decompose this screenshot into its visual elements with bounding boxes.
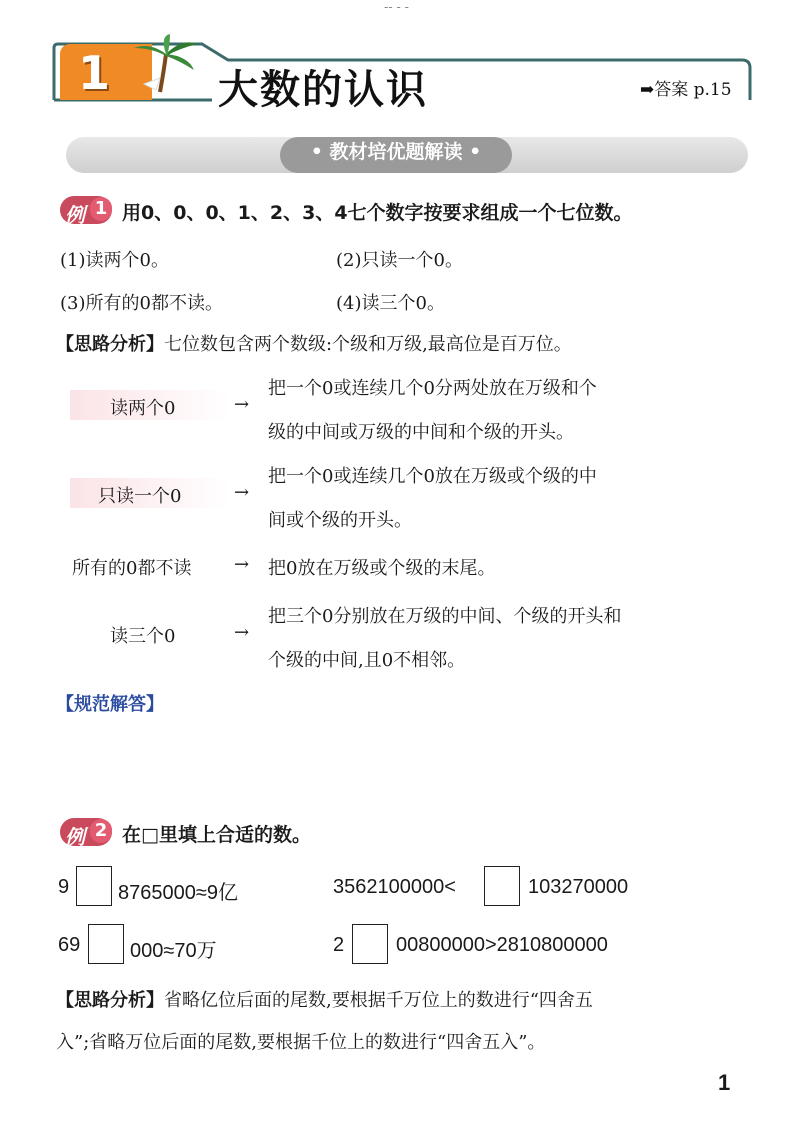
analysis-label: 【思路分析】 — [56, 334, 164, 355]
eq-1-right: 8765000≈9亿 — [118, 882, 238, 904]
analysis-text: 七位数包含两个数级:个级和万级,最高位是百万位。 — [164, 334, 572, 355]
row-1-text-line-1: 把一个0或连续几个0分两处放在万级和个 — [268, 378, 597, 399]
eq-2-left: 3562100000< — [333, 876, 456, 898]
row-2-text-line-2: 间或个级的开头。 — [268, 510, 412, 531]
row-3-label: 所有的0都不读 — [72, 558, 192, 579]
row-2-label: 只读一个0 — [98, 486, 182, 507]
example-2-question: 在□里填上合适的数。 — [122, 824, 311, 846]
eq-1-blank-box[interactable] — [76, 866, 112, 906]
analysis-text-line-2: 入”;省略万位后面的尾数,要根据千位上的数进行“四舍五入”。 — [56, 1032, 546, 1053]
row-2-text-line-1: 把一个0或连续几个0放在万级或个级的中 — [268, 466, 597, 487]
example-1-badge — [60, 196, 112, 227]
palm-tree-icon — [130, 34, 200, 94]
eq-3-left: 69 — [58, 934, 81, 956]
eq-3-right: 000≈70万 — [130, 940, 217, 962]
eq-3-blank-box[interactable] — [88, 924, 124, 964]
page-number: 1 — [718, 1070, 731, 1095]
section-banner-label: • 教材培优题解读 • — [310, 141, 482, 163]
row-2-arrow: → — [234, 482, 250, 503]
row-3-text-line-1: 把0放在万级或个级的末尾。 — [268, 558, 496, 579]
example-1-question: 用0、0、0、1、2、3、4七个数字按要求组成一个七位数。 — [122, 202, 633, 224]
example-1-answer-label: 【规范解答】 — [56, 694, 164, 715]
example-1-item-2: (2)只读一个0。 — [336, 250, 463, 271]
page-title: 大数的认识 — [218, 67, 428, 113]
row-3-arrow: → — [234, 554, 250, 575]
eq-4-right: 00800000>2810800000 — [396, 934, 608, 956]
example-1-analysis — [56, 330, 572, 356]
top-crop-mark: -- - - — [384, 0, 409, 14]
answer-reference-link[interactable]: ➡答案 p.15 — [640, 80, 732, 100]
row-4-text-line-1: 把三个0分别放在万级的中间、个级的开头和 — [268, 606, 622, 627]
eq-4-blank-box[interactable] — [352, 924, 388, 964]
eq-2-right: 103270000 — [528, 876, 629, 898]
example-badge-text: 例 — [65, 203, 85, 227]
example-2-badge — [60, 818, 112, 849]
row-1-label: 读两个0 — [110, 398, 176, 419]
example-badge-number: 2 — [90, 819, 112, 843]
row-1-text-line-2: 级的中间或万级的中间和个级的开头。 — [268, 422, 574, 443]
row-4-text-line-2: 个级的中间,且0不相邻。 — [268, 650, 466, 671]
analysis-text-line-1: 省略亿位后面的尾数,要根据千万位上的数进行“四舍五 — [164, 990, 593, 1011]
example-1-item-3: (3)所有的0都不读。 — [60, 293, 223, 314]
eq-4-left: 2 — [333, 934, 345, 956]
row-1-arrow: → — [234, 394, 250, 415]
analysis-label: 【思路分析】 — [56, 990, 164, 1011]
example-1-item-4: (4)读三个0。 — [336, 293, 445, 314]
example-1-item-1: (1)读两个0。 — [60, 250, 169, 271]
row-4-arrow: → — [234, 622, 250, 643]
example-badge-number: 1 — [90, 197, 112, 221]
eq-1-left: 9 — [58, 876, 70, 898]
unit-number: 1 — [78, 46, 111, 100]
example-badge-text: 例 — [65, 825, 85, 849]
row-4-label: 读三个0 — [110, 626, 176, 647]
eq-2-blank-box[interactable] — [484, 866, 520, 906]
example-2-analysis — [56, 986, 593, 1012]
